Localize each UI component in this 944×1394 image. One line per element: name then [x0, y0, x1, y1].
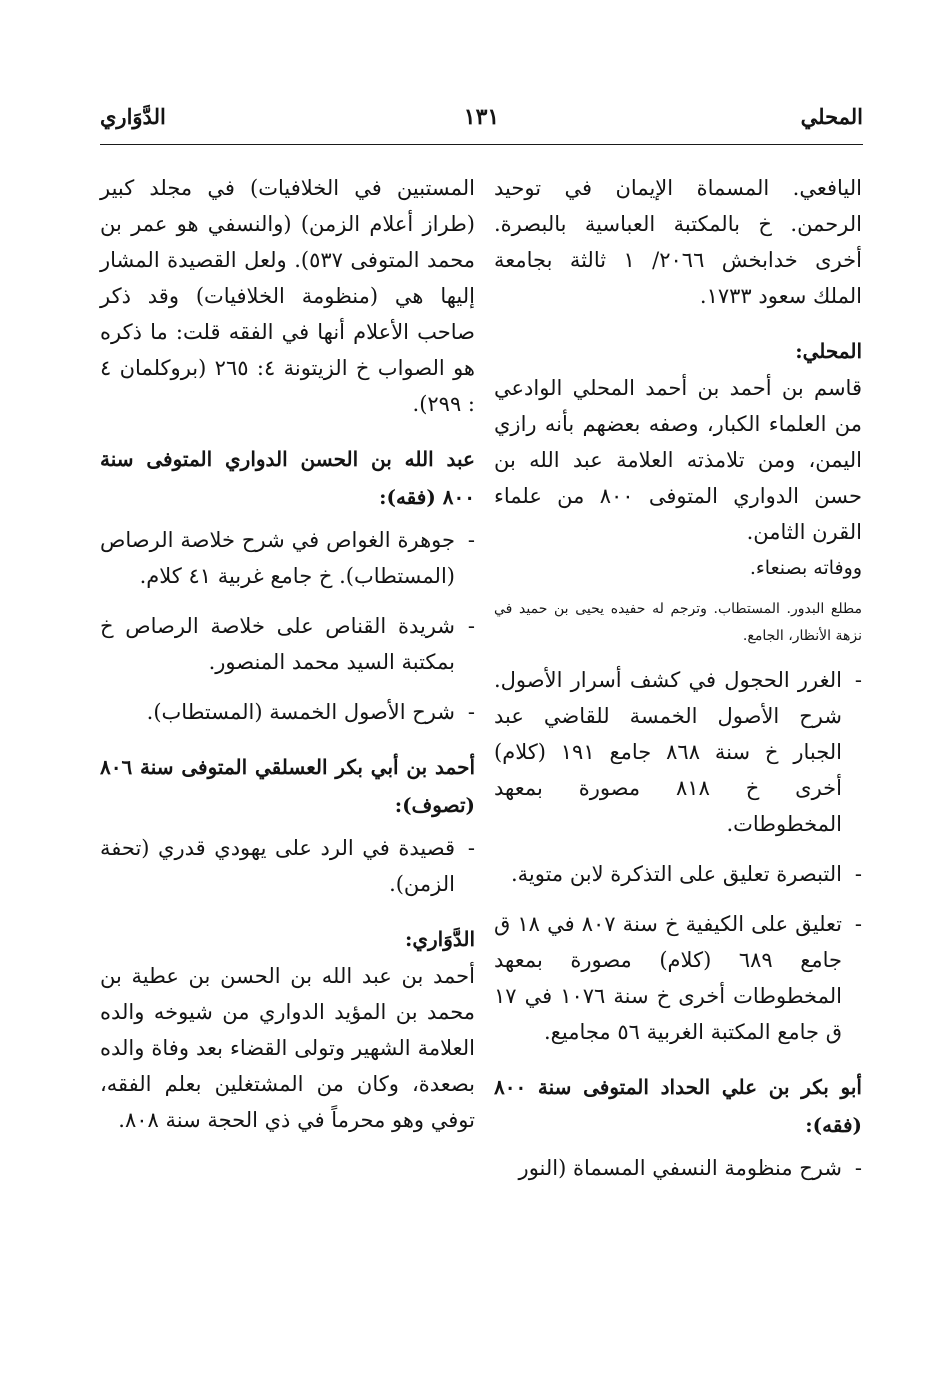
heading-mahalli: المحلي: [795, 339, 862, 363]
heading-dawari: الدَّوَاري: [404, 927, 475, 951]
list-item: - شريدة القناص على خلاصة الرصاص خ بمكتبة السيد محمد المنصور. [100, 614, 475, 674]
list-item: - شرح منظومة النسفي المسماة (النور [518, 1156, 862, 1180]
header-right-title: المحلي [800, 104, 863, 129]
page-number: ١٣١ [463, 104, 500, 130]
entry-heading-ahmad: أحمد بن أبي بكر العسلقي المتوفى سنة ٨٠٦ (تصوف): [100, 755, 475, 817]
right-intro-paragraph: اليافعي. المسماة الإيمان في توحيد الرحمن. خ بالمكتبة العباسية بالبصرة. أخرى خدابخش ٢٠٦٦/ ١ ثالثة بجامعة الملك سعود ١٧٣٣. [494, 176, 862, 308]
left-column [100, 170, 475, 1138]
mahalli-bio: قاسم بن أحمد بن أحمد المحلي الوادعي من العلماء الكبار، وصفه بعضهم بأنه رازي اليمن، ومن تلامذته العلامة عبد الله بن حسن الدواري المتوفى ٨٠٠ من علماء القرن الثامن. [494, 376, 863, 544]
entry-heading-abdullah: عبد الله بن الحسن الدواري المتوفى سنة ٨٠٠ (فقه): [100, 447, 475, 509]
list-item: - شرح الأصول الخمسة (المستطاب). [146, 700, 475, 724]
source-note: مطلع البدور. المستطاب. وترجم له حفيده يحيى بن حميد في نزهة الأنظار، الجامع. [494, 601, 862, 644]
dawari-bio: أحمد بن عبد الله بن الحسن بن عطية بن محمد بن المؤيد الدواري من شيوخه والده العلامة الشهير وتولى القضاء بعد وفاة والده بصعدة، وكان من المشتغلين بعلم الفقه، توفي وهو محرماً في ذي الحجة سنة ٨٠٨. [100, 964, 475, 1132]
right-column [494, 170, 862, 1200]
left-intro-paragraph: المستبين في الخلافيات) في مجلد كبير (طراز أعلام الزمن) (والنسفي هو عمر بن محمد المتوفى ٥٣٧). ولعل القصيدة المشار إليها هي (منظومة الخلافيات) وقد ذكر صاحب الأعلام أنها في الفقه قلت: ما ذكره هو الصواب خ الزيتونة ٤: ٢٦٥ (بروكلمان ٤ : ٢٩٩). [100, 176, 476, 416]
mahalli-death: ووفاته بصنعاء. [749, 557, 862, 579]
list-item: - التبصرة تعليق على التذكرة لابن متوية. [510, 862, 862, 886]
list-item: - تعليق على الكيفية خ سنة ٨٠٧ في ١٨ ق جامع ٦٨٩ (كلام) مصورة بمعهد المخطوطات أخرى خ سنة ١٠٧٦ في ١٧ ق جامع المكتبة الغربية ٥٦ مجاميع. [494, 912, 862, 1044]
running-header [100, 104, 863, 145]
list-item: - جوهرة الغواص في شرح خلاصة الرصاص (المستطاب). خ جامع غربية ٤١ كلام. [100, 528, 475, 588]
list-item: - الغرر الحجول في كشف أسرار الأصول. شرح الأصول الخمسة للقاضي عبد الجبار خ سنة ٨٦٨ جامع ١٩١ (كلام) أخرى خ ٨١٨ مصورة بمعهد المخطوطات. [494, 668, 862, 836]
header-left-title: الدَّوَاري [100, 104, 166, 129]
entry-heading-abubakr: أبو بكر بن علي الحداد المتوفى سنة ٨٠٠ (فقه): [494, 1075, 862, 1137]
list-item: - قصيدة في الرد على يهودي قدري (تحفة الزمن). [100, 836, 475, 896]
